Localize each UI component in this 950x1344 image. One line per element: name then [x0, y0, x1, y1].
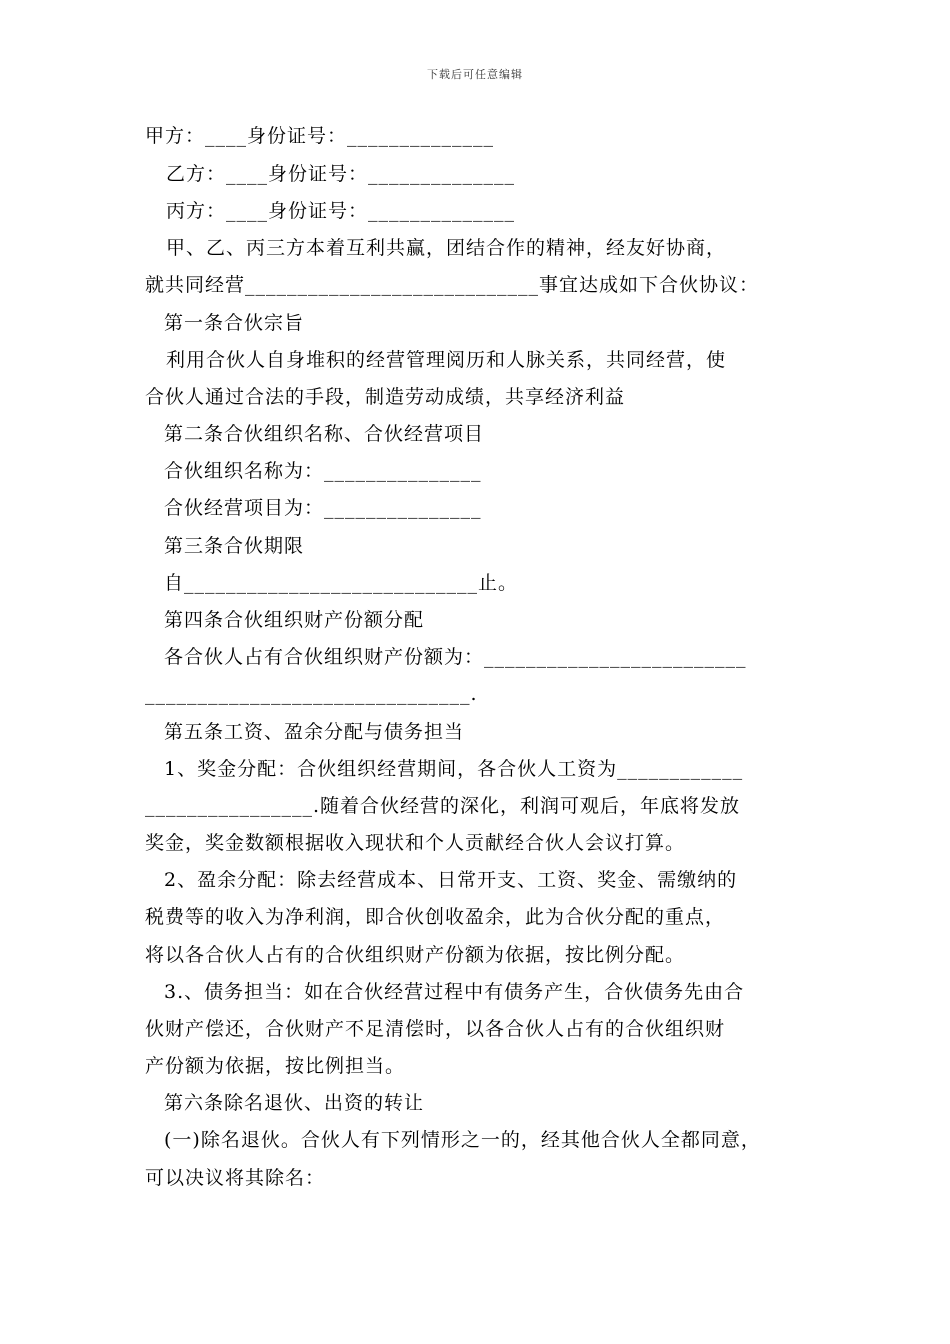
business-project-field: 合伙经营项目为：_______________	[164, 497, 482, 519]
article-5-heading: 第五条工资、盈余分配与债务担当	[164, 721, 465, 743]
article-1-heading: 第一条合伙宗旨	[164, 312, 305, 334]
share-field-line-2: _______________________________.	[145, 683, 478, 705]
debt-para-line-1: 3.、债务担当：如在合伙经营过程中有债务产生，合伙债务先由合	[164, 981, 745, 1003]
expulsion-para-line-2: 可以决议将其除名：	[145, 1167, 326, 1189]
debt-para-line-3: 产份额为依据，按比例担当。	[145, 1055, 406, 1077]
bonus-para-line-3: 奖金，奖金数额根据收入现状和个人贡献经合伙人会议打算。	[145, 832, 686, 854]
preamble-line-2: 就共同经营____________________________事宜达成如下合伙协议：	[145, 274, 760, 296]
preamble-line-1: 甲、乙、丙三方本着互利共赢，团结合作的精神，经友好协商，	[166, 237, 727, 259]
party-c-line: 丙方：____身份证号：______________	[166, 200, 516, 222]
surplus-para-line-1: 2、盈余分配：除去经营成本、日常开支、工资、奖金、需缴纳的	[164, 869, 738, 891]
org-name-field: 合伙组织名称为：_______________	[164, 460, 482, 482]
article-4-heading: 第四条合伙组织财产份额分配	[164, 609, 425, 631]
article-2-heading: 第二条合伙组织名称、合伙经营项目	[164, 423, 485, 445]
debt-para-line-2: 伙财产偿还，合伙财产不足清偿时，以各合伙人占有的合伙组织财	[145, 1018, 726, 1040]
article-6-heading: 第六条除名退伙、出资的转让	[164, 1092, 425, 1114]
surplus-para-line-2: 税费等的收入为净利润，即合伙创收盈余，此为合伙分配的重点，	[145, 906, 726, 928]
article-1-body-1: 利用合伙人自身堆积的经营管理阅历和人脉关系，共同经营，使	[166, 349, 727, 371]
party-b-line: 乙方：____身份证号：______________	[166, 163, 516, 185]
page-header: 下载后可任意编辑	[427, 68, 523, 81]
bonus-para-line-1: 1、奖金分配：合伙组织经营期间，各合伙人工资为____________	[164, 758, 744, 780]
surplus-para-line-3: 将以各合伙人占有的合伙组织财产份额为依据，按比例分配。	[145, 944, 686, 966]
term-field: 自____________________________止。	[164, 572, 519, 594]
article-3-heading: 第三条合伙期限	[164, 535, 305, 557]
expulsion-para-line-1: (一)除名退伙。合伙人有下列情形之一的，经其他合伙人全都同意，	[164, 1129, 761, 1151]
article-1-body-2: 合伙人通过合法的手段，制造劳动成绩，共享经济利益	[145, 386, 626, 408]
share-field-line-1: 各合伙人占有合伙组织财产份额为：_________________________	[164, 646, 747, 668]
party-a-line: 甲方：____身份证号：______________	[145, 125, 495, 147]
bonus-para-line-2: ________________.随着合伙经营的深化，利润可观后，年底将发放	[145, 795, 741, 817]
